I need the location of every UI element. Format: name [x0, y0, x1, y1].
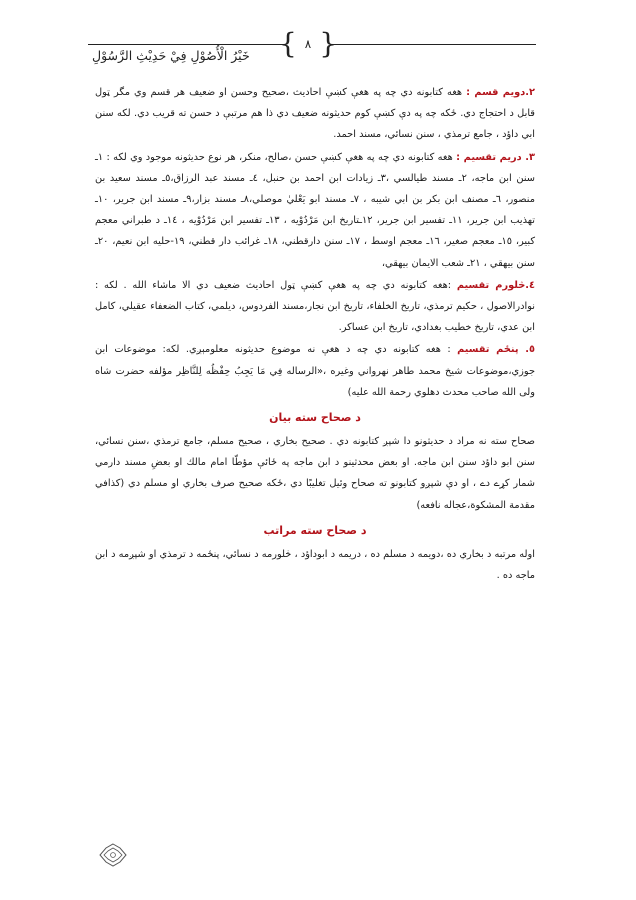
- page-number: ٨: [304, 37, 312, 51]
- term-label: ٢.دويم قسم :: [466, 87, 535, 98]
- ornament-icon: [98, 842, 128, 868]
- paragraph-third-category: [95, 147, 535, 274]
- running-title: خَيْرُ الْأُصُوْلِ فِيْ حَدِيْثِ الرَّسُوْلِ: [92, 48, 250, 63]
- page-number-box: [278, 26, 338, 62]
- section-text-sihah-sitta: صحاح سته نه مراد د حديثونو دا شپږ كتابونه دي . صحيح بخاري ، صحيح مسلم، جامع ترمذي ،سنن نسائي، سنن ابو داؤد سنن ابن ماجه. او بعض محدثينو د ابن ماجه په ځائې مؤطّا امام مالك او بعضِ مسند دارمي شمار كړے دے ، او دې شپږو كتابونو ته صحاح وئيل تغليبًا دي ،ځكه صحيح صرف بخاري او مسلم دي (كذافي مقدمة المشكوة،عجاله نافعه): [95, 436, 535, 511]
- right-bracket-icon: }: [319, 27, 338, 60]
- section-heading-sihah-sitta: د صحاح سته بيان: [269, 411, 361, 425]
- term-label: ٣. دريم تقسيم :: [456, 151, 536, 163]
- page-header: [88, 22, 536, 68]
- main-content: [95, 82, 535, 587]
- paragraph-second-category: [95, 82, 535, 146]
- term-label: ٤.څلورم تقسيم: [456, 279, 535, 291]
- paragraph-text: هغه كتابونه دي چه په هغې كښې احاديث ،صحيح وحسن او ضعيف هر قسم وي مگر ټول قابل د احتجاج دي. ځكه چه په دې كښې كوم حديثونه ضعيف دي ذا هم مرتبې د حسن ته قريب دي. لكه سنن ابي داؤد ، جامع ترمذي ، سنن نسائي، مسند احمد.: [95, 87, 535, 141]
- paragraph-fourth-category: [95, 275, 535, 339]
- paragraph-text: هغه كتابونه دي چه په هغې كښې حسن ،صالح، منكر، هر نوع حديثونه موجود وي لكه : ١ـ سنن ابن ماجه، ٢ـ مسند طيالسي ،٣ـ زيادات ابن احمد بن حنبل، ٤ـ مسند عبد الرزاق،٥ـ مسند سعيد بن منصور، ٦ـ مصنف ابن بكر بن ابي شيبه ، ٧ـ مسند ابو يَعْليٰ موصلي،٨ـ مسند بزار،٩ـ مسند ابن جرير، ١٠ـ تهذيب ابن جرير، ١١ـ تفسير ابن جرير، ١٢ـتاريخ ابن مَرْدُوْيه ، ١٣ـ تفسير ابن مَرْدُوْيه ، ١٤ـ د طبراني معجم كبير، ١٥ـ معجم صغير، ١٦ـ معجم اوسط ، ١٧ـ سنن دارقطني، ١٨ـ غرائب دار قطني، ١٩-حليه ابن نعيم، ٢٠ـ سنن بيهقي ، ٢١ـ شعب الايمان بيهقي،: [95, 151, 536, 269]
- section-text-ranks: اوله مرتبه د بخاري ده ،دويمه د مسلم ده ، دريمه د ابوداؤد ، څلورمه د نسائي، پنځمه د ترمذي او شپږمه د ابن ماجه ده .: [95, 548, 535, 582]
- term-label: ٥. پنځم تقسيم: [457, 344, 535, 356]
- paragraph-text: :هغه كتابونه دي چه په هغې كښې ټول احاديث ضعيف دي الا ماشاء الله . لكه : نوادرالاصول ، حكيم ترمذي، تاريخ الخلفاء، تاريخ ابن نجار،مسند الفردوس، ديلمي، كتاب الضعفاء عقيلي، كامل ابن عدي، تاريخ خطيب بغدادي، تاريخ ابن عساكر.: [95, 279, 535, 334]
- left-bracket-icon: {: [278, 27, 297, 60]
- paragraph-fifth-category: [95, 339, 535, 403]
- section-heading-ranks: د صحاح سته مراتب: [263, 523, 367, 537]
- paragraph-text: : هغه كتابونه دي چه د هغې نه موضوع حديثونه معلومېږي. لكه: موضوعات ابن جوزي،موضوعات شيخ محمد طاهر نهرواني وغيره ،«الرساله فِي مَا يَجِبُ حِفْظُه لِلنَّاظِر مؤلفه حضرت شاه ولی الله صاحب محدث دهلوي رحمة الله عليه): [95, 344, 535, 398]
